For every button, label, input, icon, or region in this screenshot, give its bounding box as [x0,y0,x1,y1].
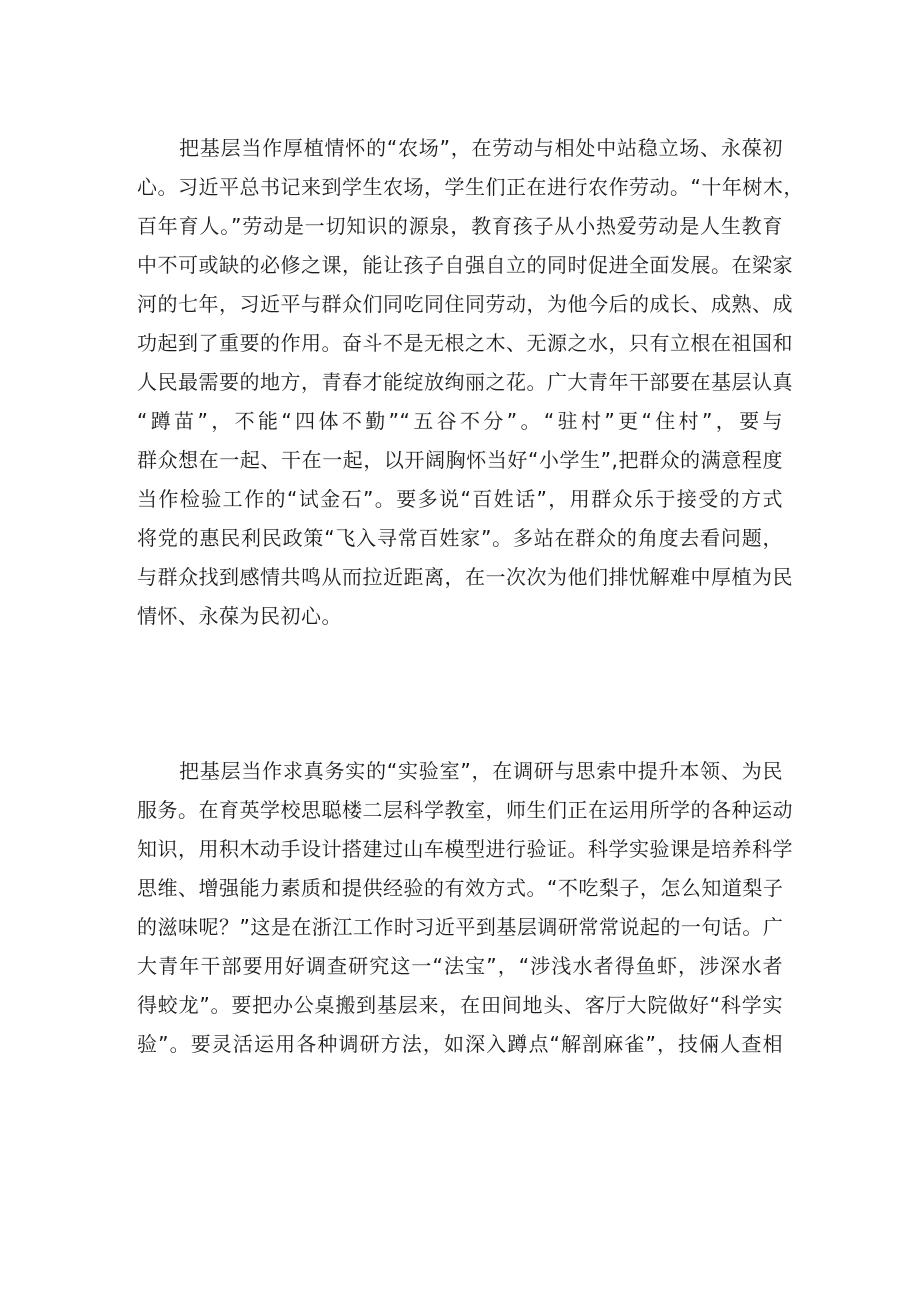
text-line: 当作检验工作的“试金石”。要多说“百姓话”，用群众乐于接受的方式 [137,487,783,511]
text-line: 大青年干部要用好调查研究这一“法宝”，“涉浅水者得鱼虾，涉深水者 [137,954,783,978]
text-line: 河的七年，习近平与群众们同吃同住同劳动，为他今后的成长、成熟、成 [137,292,793,316]
text-line: 人民最需要的地方，青春才能绽放绚丽之花。广大青年干部要在基层认真 [137,370,793,394]
text-line: “蹲苗”，不能“四体不勤”“五谷不分”。“驻村”更“住村”，要与 [137,409,783,433]
paragraph-farm [137,129,804,636]
text-line: 服务。在育英学校思聪楼二层科学教室，师生们正在运用所学的各种运动 [137,798,793,822]
text-line: 的滋味呢？”这是在浙江工作时习近平到基层调研常常说起的一句话。广 [137,915,784,939]
text-line: 心。习近平总书记来到学生农场，学生们正在进行农作劳动。“十年树木， [137,175,804,199]
text-line: 中不可或缺的必修之课，能让孩子自强自立的同时促进全面发展。在梁家 [137,253,793,277]
text-line: 知识，用积木动手设计搭建过山车模型进行验证。科学实验课是培养科学 [137,837,793,861]
text-line: 验”。要灵活运用各种调研方法，如深入蹲点“解剖麻雀”，技倆人查相 [137,1032,783,1056]
text-line: 情怀、永葆为民初心。 [137,604,342,628]
text-line: 与群众找到感情共鸣从而拉近距离，在一次次为他们排忧解难中厚植为民 [137,565,793,589]
text-line: 把基层当作厚植情怀的“农场”，在劳动与相处中站稳立场、永葆初 [179,136,783,160]
paragraph-laboratory [137,752,793,1064]
text-line: 功起到了重要的作用。奋斗不是无根之木、无源之水，只有立根在祖国和 [137,331,793,355]
text-line: 把基层当作求真务实的“实验室”，在调研与思索中提升本领、为民 [179,759,783,783]
text-line: 将党的惠民利民政策“飞入寻常百姓家”。多站在群众的角度去看问题， [137,526,783,550]
text-line: 百年育人。”劳动是一切知识的源泉，教育孩子从小热爱劳动是人生教育 [137,214,783,238]
text-line: 得蛟龙”。要把办公桌搬到基层来，在田间地头、客厅大院做好“科学实 [137,993,783,1017]
text-line: 群众想在一起、干在一起，以开阔胸怀当好“小学生”,把群众的满意程度 [137,448,783,472]
text-line: 思维、增强能力素质和提供经验的有效方式。“不吃梨子，怎么知道梨子 [137,876,784,900]
